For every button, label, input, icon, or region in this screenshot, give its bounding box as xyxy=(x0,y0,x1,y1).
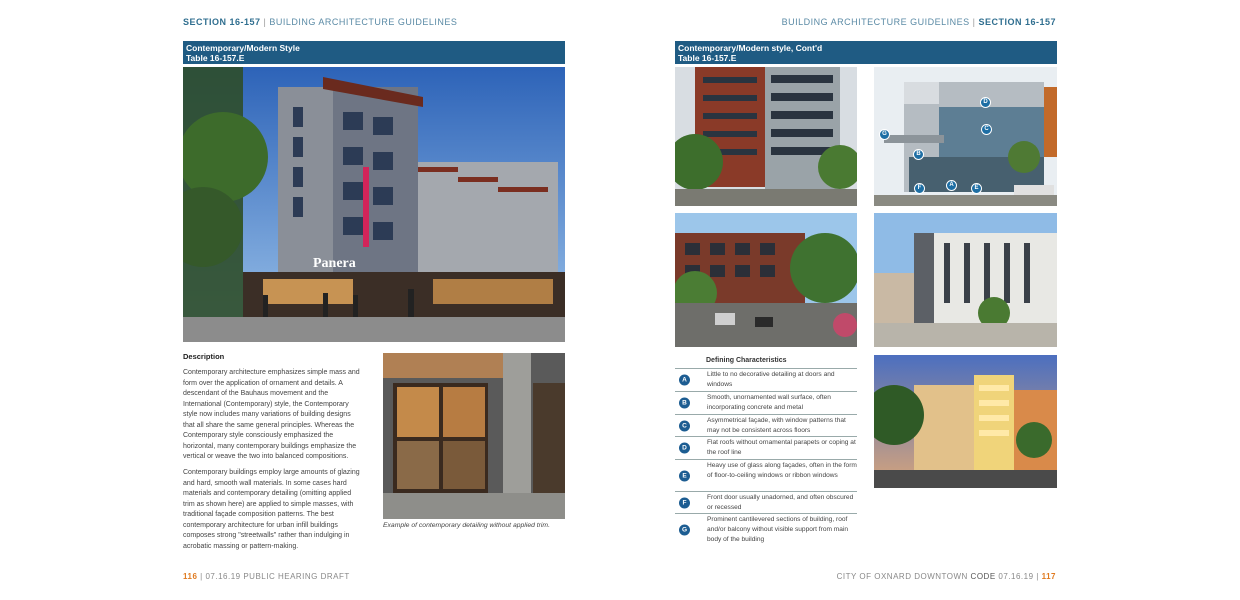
description-paragraph-1: Contemporary architecture emphasizes simple mass and form over the application of ornament and details. A descendant of the Bauhaus movement and the International (Contemporary) style, the Contemporary style now includes many variations of building designs that all share the same general principles. Whereas the Contemporary style consciously emphasized the horizontal, many contemporary buildings emphasize the vertical or weave the two into balanced compositions. xyxy=(183,369,360,460)
characteristic-text: Little to no decorative detailing at doors and windows xyxy=(707,371,835,388)
panera-sign: Panera xyxy=(313,256,356,271)
characteristic-text: Flat roofs without ornamental parapets or coping at the roof line xyxy=(707,439,856,456)
characteristics-title: Defining Characteristics xyxy=(706,357,787,364)
description-paragraph-2: Contemporary buildings employ large amounts of glazing and hard, smooth wall materials. In some cases hard materials and contemporary detailing (omitting applied trim as shown here) are applied to simple masses, with traditional façade composition patterns. The best contemporary architecture for urban infill buildings composes strong "streetwalls" rather than indulging in acrobatic massing or pattern-making. xyxy=(183,469,360,550)
characteristic-item xyxy=(675,436,857,459)
badge-a: A xyxy=(679,375,690,386)
characteristic-item xyxy=(675,491,857,513)
guidelines-title: BUILDING ARCHITECTURE GUIDELINES xyxy=(781,17,970,27)
street-scene-photo xyxy=(675,213,857,347)
right-page xyxy=(620,0,1240,600)
badge-c: C xyxy=(679,420,690,431)
characteristic-text: Smooth, unornamented wall surface, often incorporating concrete and metal xyxy=(707,394,831,411)
marker-d: D xyxy=(980,97,991,108)
colorful-corner-building-photo xyxy=(874,355,1057,488)
characteristics-list xyxy=(675,368,857,546)
badge-f: F xyxy=(679,497,690,508)
badge-g: G xyxy=(679,525,690,536)
running-head-right xyxy=(782,17,1056,27)
table-number: Table 16-157.E xyxy=(678,53,737,63)
marker-f: F xyxy=(914,183,925,194)
table-title: Contemporary/Modern style, Cont'd xyxy=(678,43,823,53)
characteristic-item xyxy=(675,414,857,436)
hero-building-photo xyxy=(183,67,565,342)
badge-b: B xyxy=(679,398,690,409)
footer-left xyxy=(183,572,350,581)
characteristic-text: Heavy use of glass along façades, often in the form of floor-to-ceiling windows or ribbon windows xyxy=(707,462,857,479)
running-head-left xyxy=(183,17,457,27)
characteristic-text: Front door usually unadorned, and often obscured or recessed xyxy=(707,494,854,511)
photo-caption: Example of contemporary detailing without applied trim. xyxy=(383,522,550,529)
page-number: 116 xyxy=(183,572,198,581)
characteristic-item xyxy=(675,459,857,491)
characteristic-item xyxy=(675,368,857,391)
modern-apartment-photo xyxy=(874,213,1057,347)
section-label: SECTION 16-157 xyxy=(978,17,1056,27)
description-title: Description xyxy=(183,352,225,361)
footer-date: 07.16.19 xyxy=(998,572,1034,581)
footer-draft-label: PUBLIC HEARING DRAFT xyxy=(243,572,350,581)
storefront-detail-photo xyxy=(383,353,565,519)
marker-a: A xyxy=(946,180,957,191)
characteristic-text: Prominent cantilevered sections of building, roof and/or balcony without visible support from main body of the building xyxy=(707,516,849,543)
table-header-left xyxy=(183,41,565,64)
marker-g: G xyxy=(879,129,890,140)
guidelines-title: BUILDING ARCHITECTURE GUIDELINES xyxy=(269,17,458,27)
characteristic-item xyxy=(675,513,857,546)
brick-tower-photo xyxy=(675,67,857,206)
footer-code: CODE xyxy=(970,572,996,581)
table-header-right xyxy=(675,41,1057,64)
page-number: 117 xyxy=(1041,572,1056,581)
characteristic-text: Asymmetrical façade, with window patterns that may not be consistent across floors xyxy=(707,417,846,434)
table-title: Contemporary/Modern Style xyxy=(186,43,300,53)
marker-e: E xyxy=(971,183,982,194)
footer-city: CITY OF OXNARD DOWNTOWN xyxy=(836,572,968,581)
separator: | xyxy=(200,572,203,581)
marker-b: B xyxy=(913,149,924,160)
badge-d: D xyxy=(679,443,690,454)
footer-date: 07.16.19 xyxy=(205,572,241,581)
separator: | xyxy=(263,17,267,27)
badge-e: E xyxy=(679,470,690,481)
separator: | xyxy=(972,17,976,27)
table-number: Table 16-157.E xyxy=(186,53,245,63)
footer-right xyxy=(837,572,1056,581)
separator: | xyxy=(1036,572,1039,581)
marker-c: C xyxy=(981,124,992,135)
section-label: SECTION 16-157 xyxy=(183,17,261,27)
glass-office-photo xyxy=(874,67,1057,206)
characteristic-item xyxy=(675,391,857,414)
